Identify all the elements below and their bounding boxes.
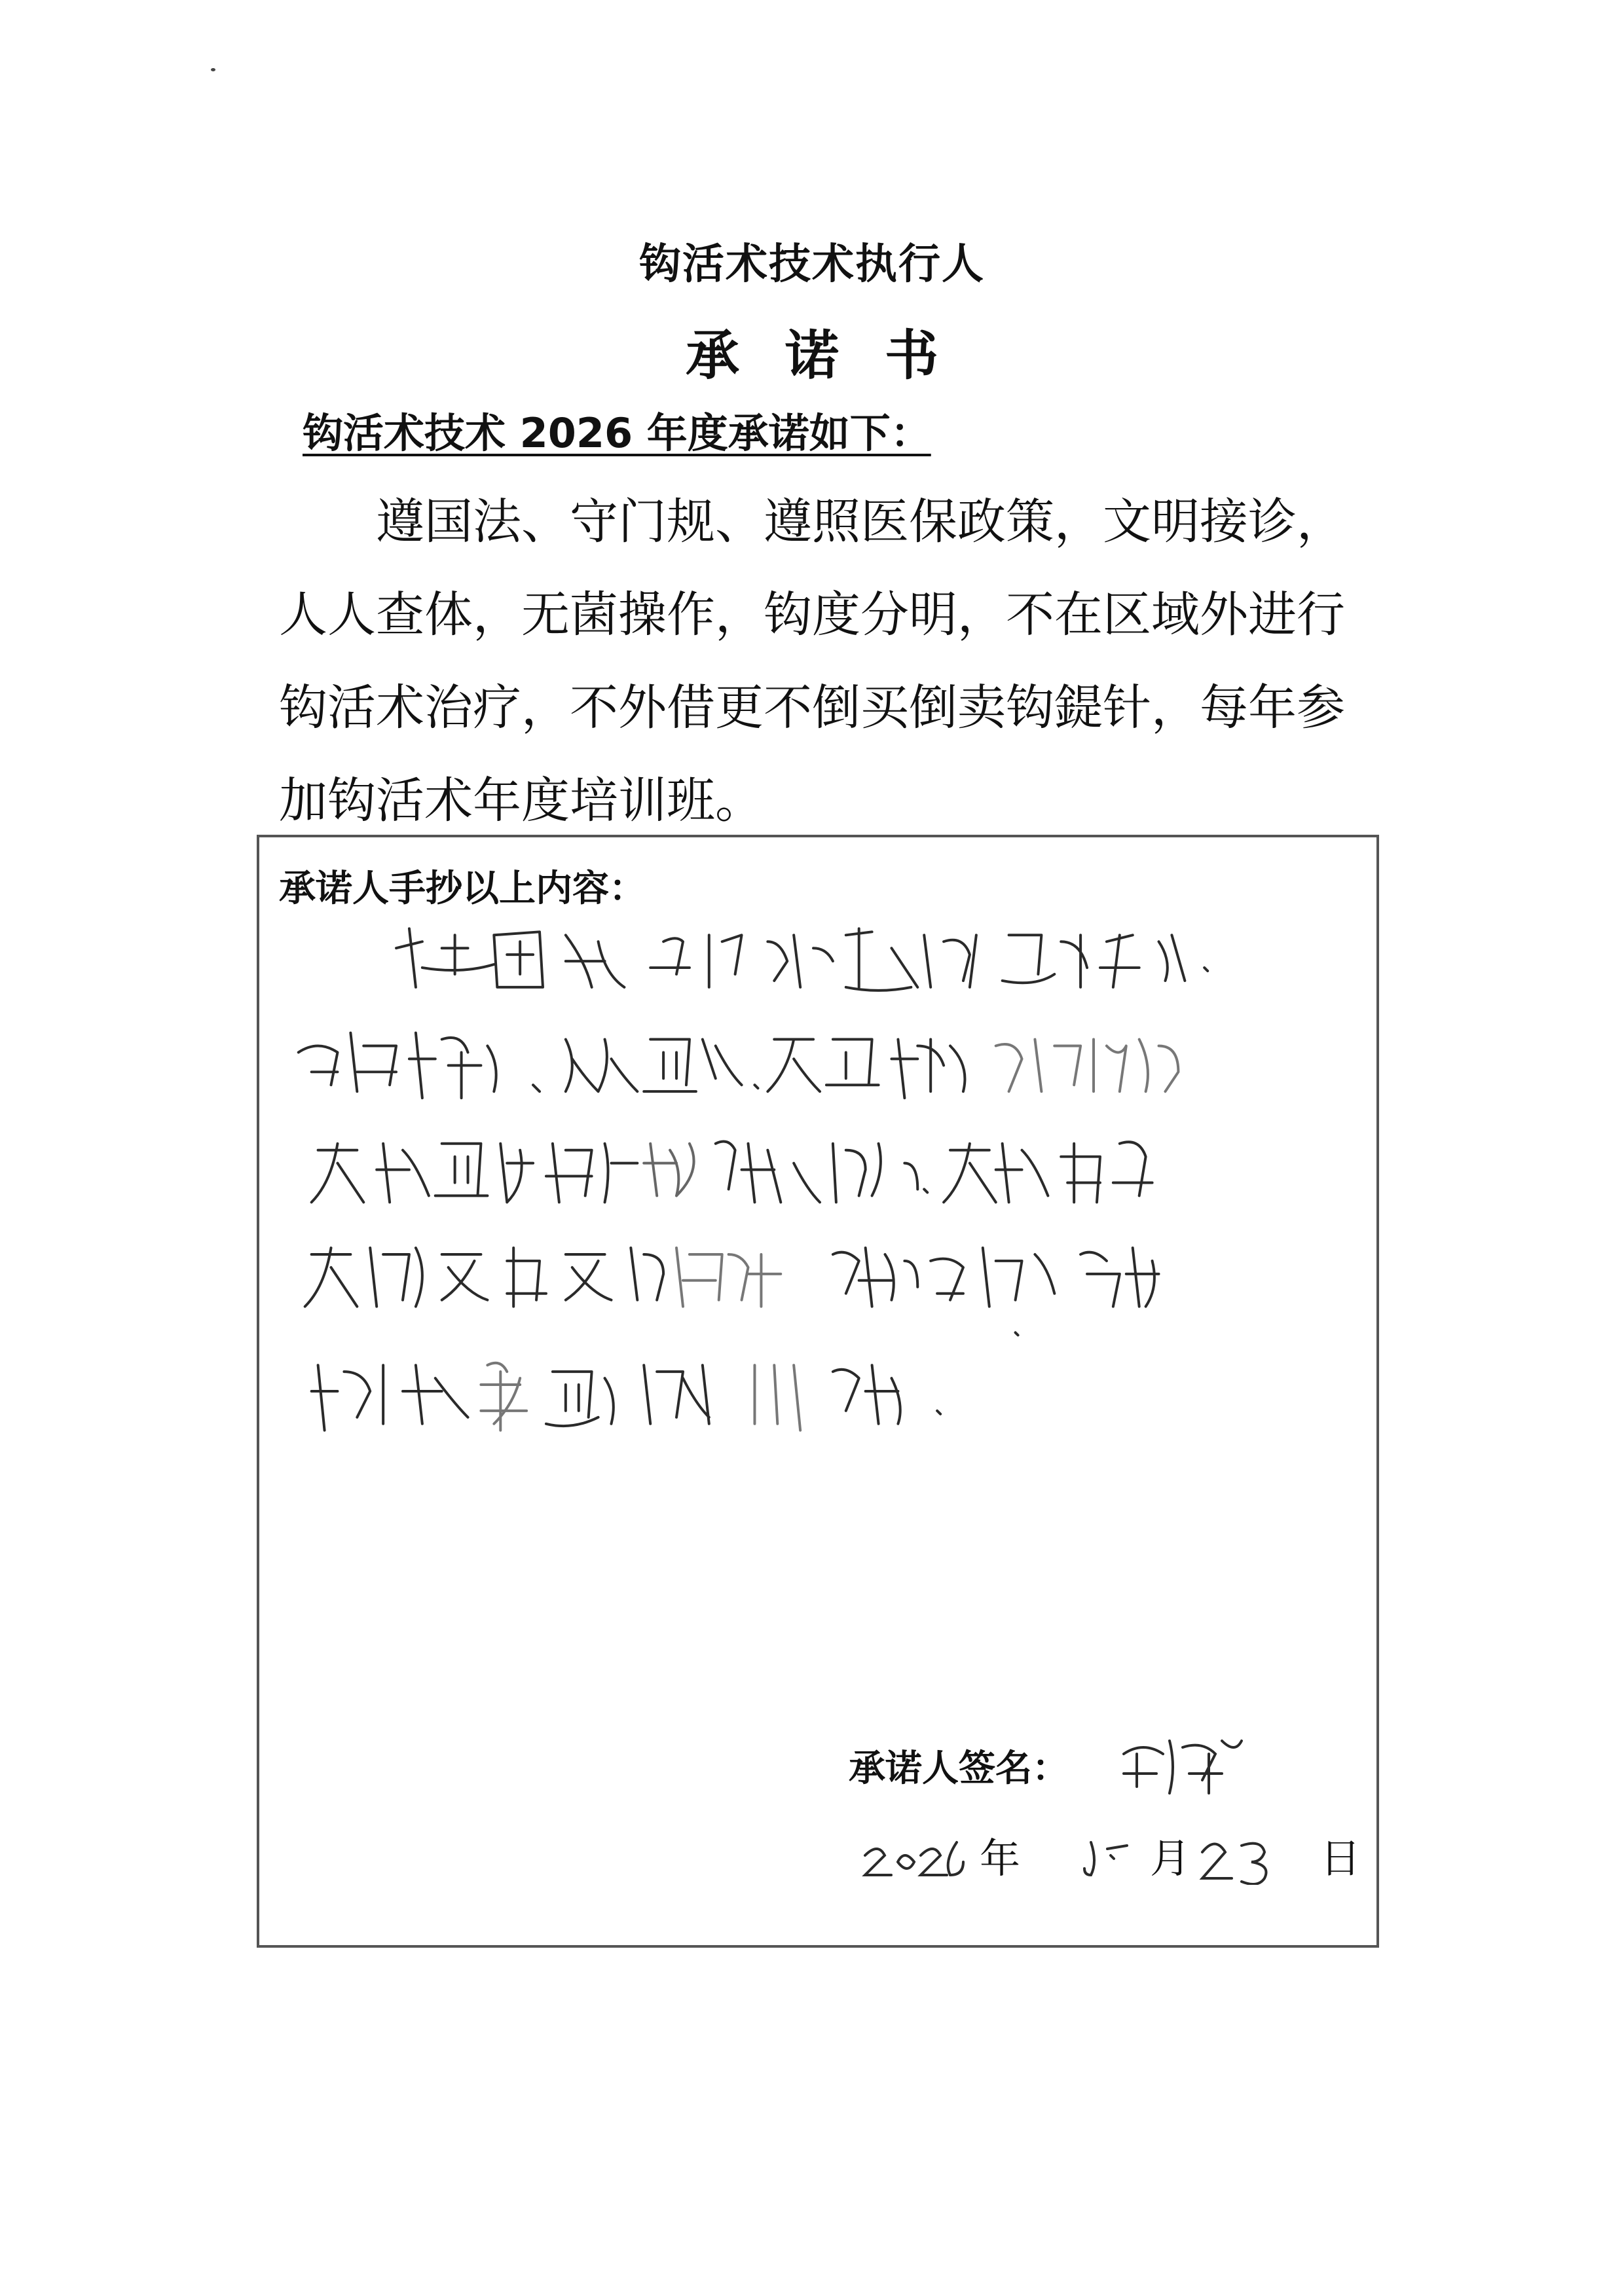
pledge-body	[279, 475, 1366, 847]
handwriting-box-label: 承诺人手抄以上内容：	[279, 867, 646, 910]
handwritten-date-day	[1196, 1826, 1281, 1885]
date-year-unit: 年	[980, 1834, 1021, 1882]
handwritten-signature	[1111, 1728, 1255, 1800]
document-heading: 承诺书	[685, 325, 984, 387]
handwriting-box	[257, 835, 1379, 1948]
handwritten-date-month	[1081, 1829, 1140, 1882]
pledge-intro: 钩活术技术 2026 年度承诺如下：	[303, 409, 931, 457]
scan-speck	[211, 68, 215, 71]
pledge-text: 遵国法、守门规、遵照医保政策，文明接诊，人人查体，无菌操作，钩度分明，不在区域外进行钩活术治疗，不外借更不倒买倒卖钩鍉针，每年参加钩活术年度培训班。	[279, 494, 1345, 829]
document-title: 钩活术技术执行人	[639, 240, 985, 289]
date-month-unit: 月	[1150, 1834, 1191, 1882]
signature-label: 承诺人签名：	[849, 1747, 1069, 1790]
handwritten-date-year	[858, 1829, 976, 1882]
date-day-unit: 日	[1320, 1834, 1361, 1882]
date-row	[259, 1826, 1376, 1885]
